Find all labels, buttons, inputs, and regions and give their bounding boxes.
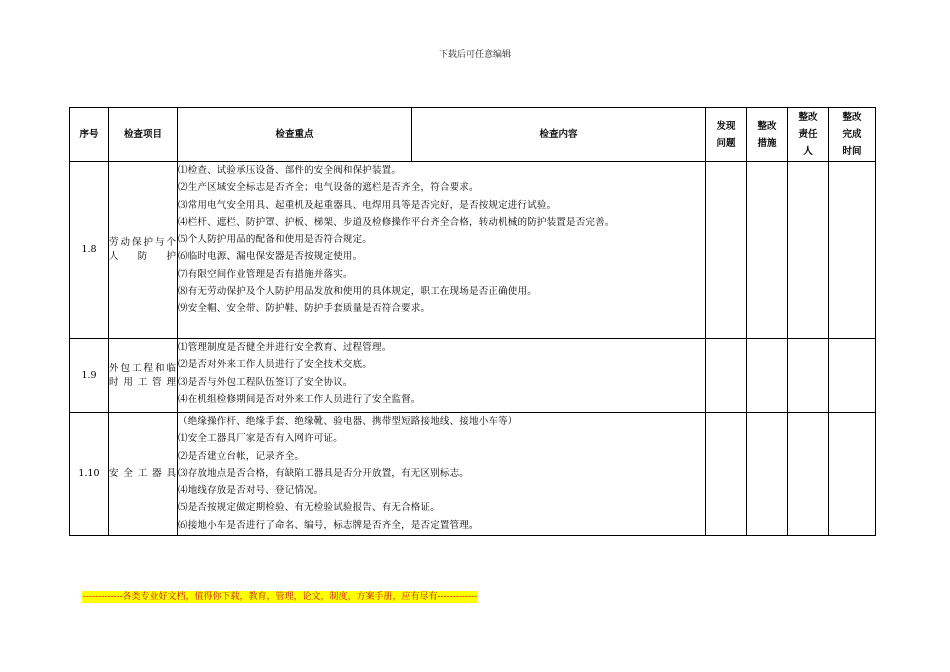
header-responsible: 整改 责任 人 [788,108,829,162]
row-check-points [178,413,706,536]
check-point: ⑹接地小车是否进行了命名、编号，标志牌是否齐全，是否定置管理。 [178,519,479,531]
check-point: ⑸个人防护用品的配备和使用是否符合规定。 [178,234,373,246]
check-point: ⑶是否与外包工程队伍签订了安全协议。 [178,376,353,388]
found-problems-cell[interactable] [706,413,747,536]
header-item: 检查项目 [109,108,178,162]
page-header-note: 下载后可任意编辑 [438,50,511,60]
check-point: ⑵生产区域安全标志是否齐全；电气设备的遮栏是否齐全，符合要求。 [178,182,479,194]
found-problems-cell[interactable] [706,339,747,413]
header-seq: 序号 [70,108,109,162]
table-header-row [70,108,876,162]
table-row [70,413,876,536]
row-item: 安全工器具 [109,413,178,536]
check-point: ⑷在机组检修期间是否对外来工作人员进行了安全监督。 [178,393,421,405]
row-item: 外包工程和临时用工管理 [109,339,178,413]
check-point: ⑴管理制度是否健全并进行安全教育、过程管理。 [178,342,392,353]
header-deadline: 整改 完成 时间 [829,108,876,162]
deadline-cell[interactable] [829,339,876,413]
responsible-cell[interactable] [788,162,829,339]
check-point: ⑵是否对外来工作人员进行了安全技术交底。 [178,359,373,371]
row-check-points [178,162,706,339]
row-seq: 1.10 [70,413,109,536]
header-content: 检查内容 [412,108,706,162]
found-problems-cell[interactable] [706,162,747,339]
check-point: ⑶存放地点是否合格，有缺陷工器具是否分开放置，有无区别标志。 [178,467,470,479]
deadline-cell[interactable] [829,413,876,536]
check-point: ⑸是否按规定做定期检验、有无检验试验报告、有无合格证。 [178,502,440,514]
measures-cell[interactable] [747,339,788,413]
row-seq: 1.8 [70,162,109,339]
responsible-cell[interactable] [788,339,829,413]
check-point: ⑺有限空间作业管理是否有措施并落实。 [178,268,353,280]
header-found-problems: 发现 问题 [706,108,747,162]
row-item: 劳动保护与个人防护 [109,162,178,339]
deadline-cell[interactable] [829,162,876,339]
check-point: ⑴安全工器具厂家是否有入网许可证。 [178,433,343,445]
header-measures: 整改 措施 [747,108,788,162]
header-key-points: 检查重点 [178,108,412,162]
row-seq: 1.9 [70,339,109,413]
check-point: ⑼安全帽、安全带、防护鞋、防护手套质量是否符合要求。 [178,303,431,315]
inspection-table [69,107,876,536]
check-point: （绝缘操作杆、绝缘手套、绝缘靴、验电器、携带型短路接地线、接地小车等） [178,416,518,427]
measures-cell[interactable] [747,413,788,536]
check-point: ⑷栏杆、遮栏、防护罩、护板、梯架、步道及检修操作平台齐全合格，转动机械的防护装置是否完善。 [178,216,615,228]
responsible-cell[interactable] [788,413,829,536]
check-point: ⑹临时电源、漏电保安器是否按规定使用。 [178,251,363,263]
table-row [70,162,876,339]
check-point: ⑴检查、试验承压设备、部件的安全阀和保护装置。 [178,165,402,176]
check-point: ⑶常用电气安全用具、起重机及起重器具、电焊用具等是否完好，是否按规定进行试验。 [178,199,557,211]
row-check-points [178,339,706,413]
measures-cell[interactable] [747,162,788,339]
check-point: ⑷地线存放是否对号、登记情况。 [178,485,324,497]
check-point: ⑻有无劳动保护及个人防护用品发放和使用的具体规定，职工在现场是否正确使用。 [178,286,537,298]
footer-promo-note: -------------各类专业好文档，值得你下载，教育，管理，论文，制度，方案手册，应有尽有------------- [83,592,478,602]
check-point: ⑵是否建立台帐，记录齐全。 [178,450,305,462]
table-row [70,339,876,413]
